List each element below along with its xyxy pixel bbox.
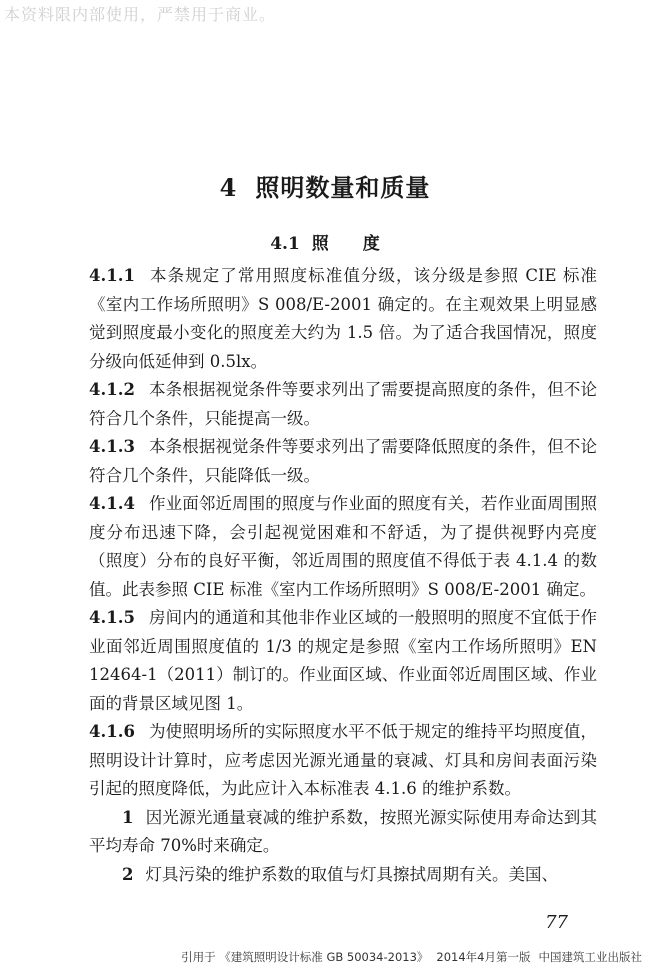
clause-text: 本条根据视觉条件等要求列出了需要提高照度的条件，但不论符合几个条件，只能提高一级。 <box>89 380 597 428</box>
item-list <box>89 804 597 890</box>
clause-number: 4.1.5 <box>89 608 135 627</box>
list-item <box>89 861 597 890</box>
clause-4-1-4 <box>89 490 597 604</box>
footer-publisher: 中国建筑工业出版社 <box>538 950 642 964</box>
chapter-heading <box>0 168 650 203</box>
footer-cite: 引用于 《建筑照明设计标准 GB 50034-2013》 <box>181 950 429 964</box>
clause-4-1-1 <box>89 262 597 376</box>
clause-number: 4.1.3 <box>89 437 135 456</box>
clause-text: 本条规定了常用照度标准值分级，该分级是参照 CIE 标准《室内工作场所照明》S 008/E-2001 确定的。在主观效果上明显感觉到照度最小变化的照度差大约为 1.5 倍。为了适合我国情况，照度分级向低延伸到 0.5lx。 <box>89 266 597 371</box>
section-title: 照 度 <box>311 234 380 254</box>
clause-number: 4.1.6 <box>89 722 135 741</box>
body-text <box>89 262 597 889</box>
item-text: 灯具污染的维护系数的取值与灯具擦拭周期有关。美国、 <box>145 864 558 884</box>
watermark: 本资料限内部使用，严禁用于商业。 <box>4 5 277 24</box>
clause-4-1-3 <box>89 433 597 490</box>
clause-number: 4.1.4 <box>89 494 135 513</box>
page-number: 77 <box>545 912 568 933</box>
list-item <box>89 804 597 861</box>
section-number: 4.1 <box>270 234 300 254</box>
clause-text: 本条根据视觉条件等要求列出了需要降低照度的条件，但不论符合几个条件，只能降低一级。 <box>89 437 597 485</box>
clause-text: 作业面邻近周围的照度与作业面的照度有关，若作业面周围照度分布迅速下降，会引起视觉困难和不舒适，为了提供视野内亮度（照度）分布的良好平衡，邻近周围的照度值不得低于表 4.1.4 的数值。此表参照 CIE 标准《室内工作场所照明》S 008/E-2001 确定。 <box>89 494 597 599</box>
item-number: 2 <box>122 864 134 884</box>
item-number: 1 <box>122 807 134 827</box>
footer-citation <box>173 949 642 965</box>
clause-4-1-2 <box>89 376 597 433</box>
clause-number: 4.1.2 <box>89 380 135 399</box>
clause-text: 为使照明场所的实际照度水平不低于规定的维持平均照度值，照明设计计算时，应考虑因光源光通量的衰减、灯具和房间表面污染引起的照度降低，为此应计入本标准表 4.1.6 的维护系数。 <box>89 722 597 798</box>
section-heading <box>0 229 650 254</box>
item-text: 因光源光通量衰减的维护系数，按照光源实际使用寿命达到其平均寿命 70%时来确定。 <box>89 807 597 855</box>
clause-number: 4.1.1 <box>89 266 135 285</box>
clause-4-1-5 <box>89 604 597 718</box>
chapter-number: 4 <box>219 173 238 202</box>
clause-text: 房间内的通道和其他非作业区域的一般照明的照度不宜低于作业面邻近周围照度值的 1/3 的规定是参照《室内工作场所照明》EN 12464-1（2011）制订的。作业面区域、作业面邻近周围区域、作业面的背景区域见图 1。 <box>89 608 597 713</box>
chapter-title: 照明数量和质量 <box>255 173 431 202</box>
footer-edition: 2014年4月第一版 <box>436 950 531 964</box>
clause-4-1-6 <box>89 718 597 804</box>
